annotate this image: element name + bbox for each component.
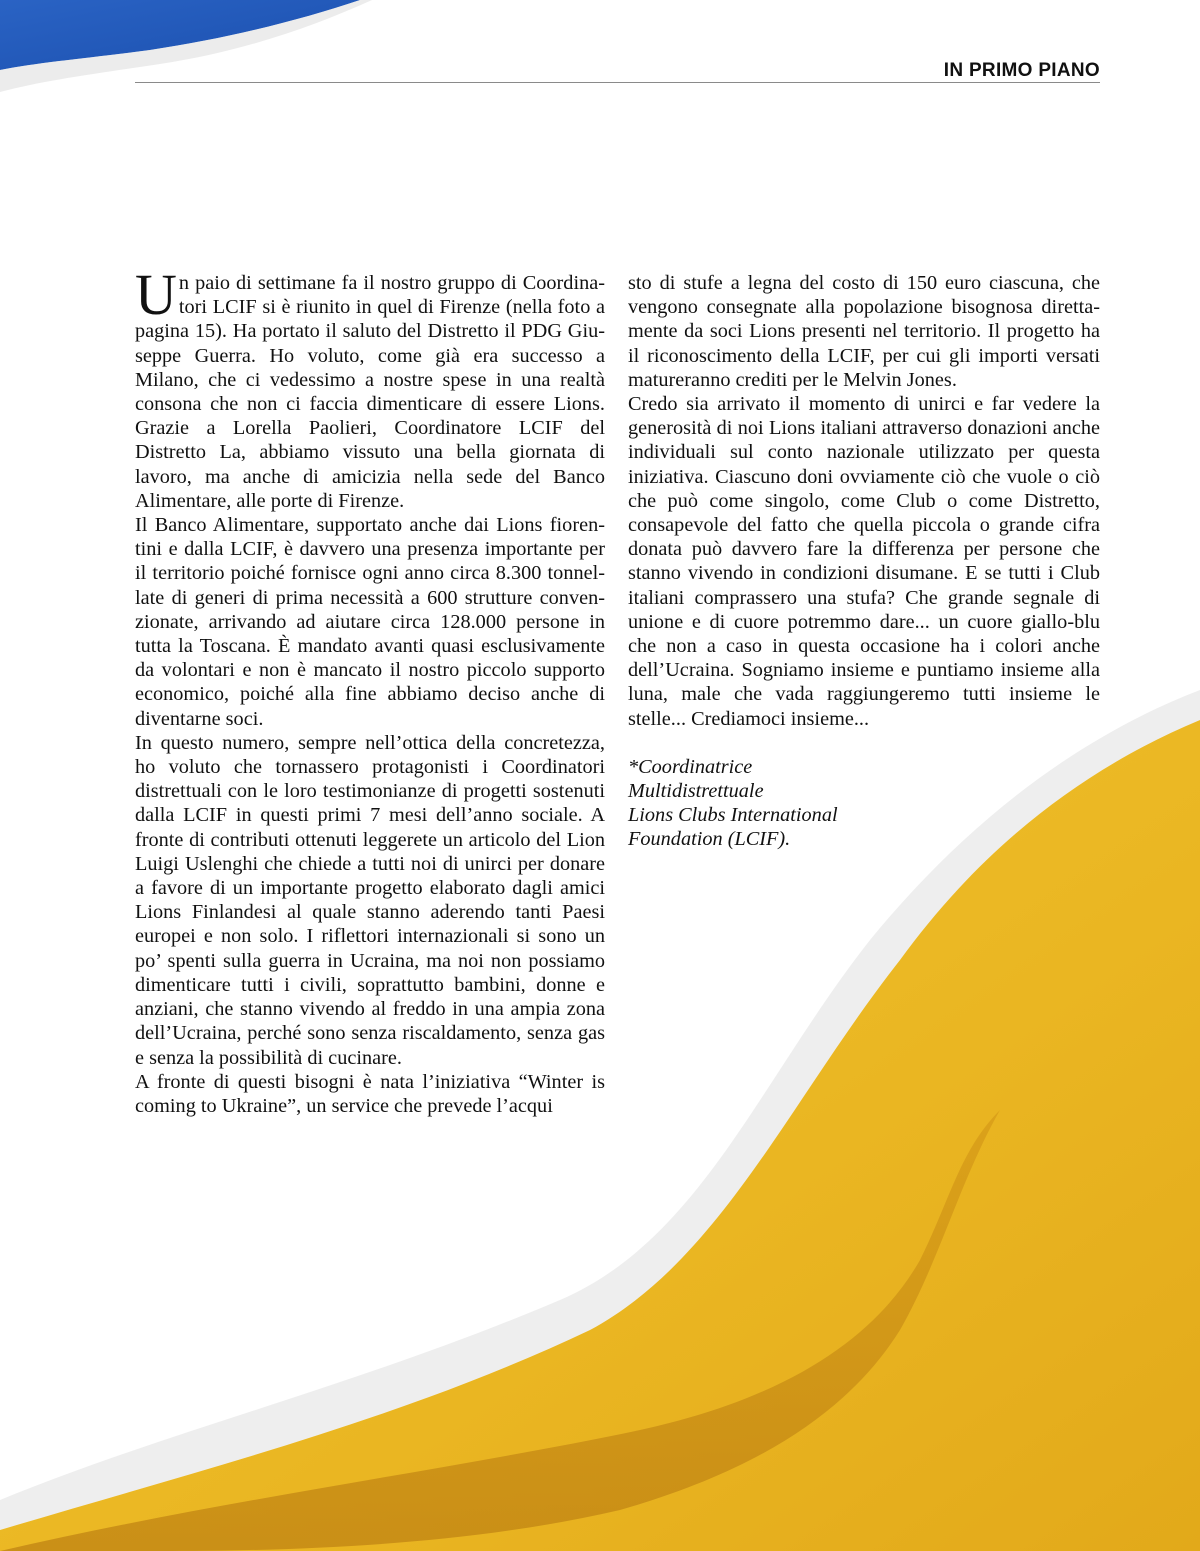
footnote-line: Lions Clubs International [628,804,838,827]
footnote-line: *Coordinatrice [628,755,753,778]
footnote-line: Foundation (LCIF). [628,828,791,851]
article-column-right [628,271,1100,852]
article-paragraph: Il Banco Alimentare, supportato anche dai Lions fiorentini e dalla LCIF, è davvero una presenza importante per il territorio poiché fornisce ogni anno circa 8.300 tonnellate di generi di prima necessità a 600 strutture convenzionate, arrivando ad aiutare circa 128.000 persone in tutta la Toscana. È mandato avanti quasi esclusivamente da volontari e non è mancato il nostro piccolo supporto economico, poiché alla fine abbiamo deciso anche di diventarne soci. [135,514,605,730]
paragraph-text: n paio di settimane fa il nostro gruppo di Coordinatori LCIF si è riunito in quel di Firenze (nella foto a pagina 15). Ha portato il saluto del Distretto il PDG Giuseppe Guerra. Ho voluto, come già era successo a Milano, che ci vedessimo a nostre spese in una realtà consona che non ci faccia dimenticare di essere Lions. Grazie a Lorella Paolieri, Coordinatore LCIF del Distretto La, abbiamo vissuto una bella giornata di lavoro, ma anche di amicizia nella sede del Banco Alimentare, alle porte di Firenze. [135,272,605,512]
article-paragraph: A fronte di questi bisogni è nata l’iniziativa “Winter is coming to Ukraine”, un service che prevede l’acqui [135,1070,605,1117]
page-header [135,58,1100,83]
article-paragraph: Credo sia arrivato il momento di unirci e far vedere la generosità di noi Lions italiani attraverso donazioni anche individuali sul conto nazionale utilizzato per questa iniziativa. Ciascuno doni ovviamente ciò che vuole o ciò che può come singolo, come Club o come Distretto, consapevole del fatto che quella piccola o grande cifra donata può davvero fare la differenza per persone che stanno vivendo in condizioni disumane. E se tutti i Club italiani comprassero una stufa? Che grande segnale di unione e di cuore potremmo dare... un cuore giallo-blu che non a caso in questa occasione ha i colori anche dell’Ucraina. Sogniamo insieme e puntiamo insieme alla luna, male che vada raggiungeremo tutti insieme le stelle... Crediamoci insieme... [628,393,1100,730]
author-footnote [628,755,1100,852]
article-paragraph [135,262,605,513]
section-label: IN PRIMO PIANO [943,60,1100,81]
footnote-line: Multidistrettuale [628,780,764,803]
article-paragraph: sto di stufe a legna del costo di 150 euro ciascuna, che vengono consegnate alla popolazione bisognosa direttamente da soci Lions presenti nel territorio. Il progetto ha il riconoscimento della LCIF, per cui gli importi versati matureranno crediti per le Melvin Jones. [628,272,1100,391]
article-paragraph: In questo numero, sempre nell’ottica della concretezza, ho voluto che tornassero protagonisti i Coordinatori distrettuali con le loro testimonianze di progetti sostenuti dalla LCIF in questi primi 7 mesi dell’anno sociale. A fronte di contributi ottenuti leggerete un articolo del Lion Luigi Uslenghi che chiede a tutti noi di unirci per donare a favore di un importante progetto elaborato dagli amici Lions Finlandesi al quale stanno aderendo tanti Paesi europei e non solo. I riflettori internazionali si sono un po’ spenti sulla guerra in Ucraina, ma noi non possiamo dimenticare tutti i civili, soprattutto bambini, donne e anziani, che stanno vivendo al freddo in una ampia zona dell’Ucraina, perché sono senza riscaldamento, senza gas e senza la possibilità di cucinare. [135,731,605,1069]
article-column-left [135,262,605,1118]
drop-cap: U [135,262,177,327]
